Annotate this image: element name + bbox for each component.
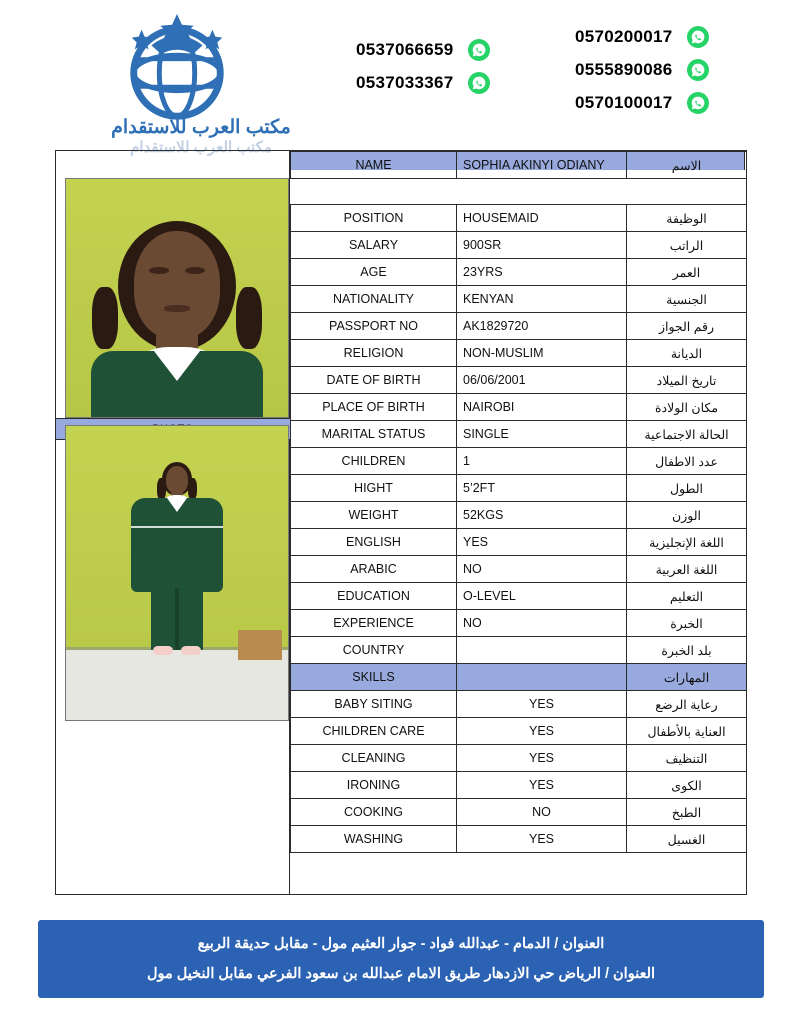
skill-label: BABY SITING bbox=[291, 691, 457, 718]
table-row bbox=[291, 691, 747, 718]
field-label-arabic: الخبرة bbox=[627, 610, 747, 637]
table-row bbox=[291, 421, 747, 448]
globe-logo-icon bbox=[118, 12, 236, 130]
table-row bbox=[291, 259, 747, 286]
field-label: NATIONALITY bbox=[291, 286, 457, 313]
table-row bbox=[291, 583, 747, 610]
field-label: PASSPORT NO bbox=[291, 313, 457, 340]
field-label: HIGHT bbox=[291, 475, 457, 502]
field-label: WEIGHT bbox=[291, 502, 457, 529]
table-row bbox=[291, 340, 747, 367]
field-label: EXPERIENCE bbox=[291, 610, 457, 637]
field-label-arabic: الوزن bbox=[627, 502, 747, 529]
field-value: SOPHIA AKINYI ODIANY bbox=[457, 152, 627, 179]
phone-number: 0570100017 bbox=[575, 93, 673, 112]
field-label: AGE bbox=[291, 259, 457, 286]
field-value bbox=[457, 637, 627, 664]
field-value: 52KGS bbox=[457, 502, 627, 529]
field-label-arabic: بلد الخبرة bbox=[627, 637, 747, 664]
skill-label-arabic: الطبخ bbox=[627, 799, 747, 826]
field-label-arabic: العمر bbox=[627, 259, 747, 286]
field-label: POSITION bbox=[291, 205, 457, 232]
field-label-arabic: الحالة الاجتماعية bbox=[627, 421, 747, 448]
table-row bbox=[291, 772, 747, 799]
phone-number: 0555890086 bbox=[575, 60, 673, 79]
table-row bbox=[291, 502, 747, 529]
phone-list-middle bbox=[356, 38, 516, 104]
field-label-arabic: عدد الاطفال bbox=[627, 448, 747, 475]
field-label-arabic: التعليم bbox=[627, 583, 747, 610]
field-value: KENYAN bbox=[457, 286, 627, 313]
field-value: 23YRS bbox=[457, 259, 627, 286]
phone-row bbox=[356, 38, 516, 62]
table-row bbox=[291, 475, 747, 502]
field-label-arabic: الطول bbox=[627, 475, 747, 502]
field-value: NON-MUSLIM bbox=[457, 340, 627, 367]
skill-label: CLEANING bbox=[291, 745, 457, 772]
field-label-arabic: رقم الجواز bbox=[627, 313, 747, 340]
section-value bbox=[457, 664, 627, 691]
page-header bbox=[0, 0, 802, 156]
cv-body bbox=[55, 150, 747, 895]
table-row bbox=[291, 394, 747, 421]
phone-row bbox=[356, 71, 516, 95]
whatsapp-icon[interactable] bbox=[687, 92, 709, 114]
whatsapp-icon[interactable] bbox=[687, 26, 709, 48]
table-row bbox=[291, 205, 747, 232]
field-label: CHILDREN bbox=[291, 448, 457, 475]
table-row bbox=[291, 313, 747, 340]
phone-number: 0537066659 bbox=[356, 40, 454, 59]
field-label-arabic: الوظيفة bbox=[627, 205, 747, 232]
skill-value: NO bbox=[457, 799, 627, 826]
table-row bbox=[291, 529, 747, 556]
skill-label-arabic: الكوى bbox=[627, 772, 747, 799]
field-value: O-LEVEL bbox=[457, 583, 627, 610]
phone-row bbox=[575, 25, 745, 49]
skill-value: YES bbox=[457, 772, 627, 799]
field-value: 5’2FT bbox=[457, 475, 627, 502]
table-row bbox=[291, 556, 747, 583]
phone-row bbox=[575, 58, 745, 82]
field-label: ARABIC bbox=[291, 556, 457, 583]
whatsapp-icon[interactable] bbox=[687, 59, 709, 81]
field-label: EDUCATION bbox=[291, 583, 457, 610]
field-label-arabic: تاريخ الميلاد bbox=[627, 367, 747, 394]
field-label: PLACE OF BIRTH bbox=[291, 394, 457, 421]
field-label: SALARY bbox=[291, 232, 457, 259]
table-row bbox=[291, 610, 747, 637]
table-row bbox=[291, 448, 747, 475]
footer-address-line-1: العنوان / الدمام - عبدالله فواد - جوار العثيم مول - مقابل حديقة الربيع bbox=[197, 936, 605, 952]
field-value: NO bbox=[457, 556, 627, 583]
table-row bbox=[291, 367, 747, 394]
table-row bbox=[291, 799, 747, 826]
field-label-arabic: مكان الولادة bbox=[627, 394, 747, 421]
table-row bbox=[291, 232, 747, 259]
whatsapp-icon[interactable] bbox=[468, 39, 490, 61]
company-name-arabic-shadow: مكتب العرب للاستقدام bbox=[130, 139, 272, 156]
table-row-name bbox=[291, 152, 747, 179]
table-row bbox=[291, 286, 747, 313]
table-row bbox=[291, 637, 747, 664]
whatsapp-icon[interactable] bbox=[468, 72, 490, 94]
field-label: NAME bbox=[291, 152, 457, 179]
cv-table bbox=[290, 151, 747, 853]
table-row bbox=[291, 718, 747, 745]
field-value: 900SR bbox=[457, 232, 627, 259]
table-row bbox=[291, 826, 747, 853]
skill-label-arabic: العناية بالأطفال bbox=[627, 718, 747, 745]
skill-value: YES bbox=[457, 745, 627, 772]
field-value: AK1829720 bbox=[457, 313, 627, 340]
field-label-arabic: اللغة العربية bbox=[627, 556, 747, 583]
field-label: DATE OF BIRTH bbox=[291, 367, 457, 394]
skill-value: YES bbox=[457, 826, 627, 853]
field-label-arabic: الجنسية bbox=[627, 286, 747, 313]
field-label-arabic: الديانة bbox=[627, 340, 747, 367]
skill-value: YES bbox=[457, 691, 627, 718]
portrait-photo bbox=[65, 178, 289, 418]
skill-label: IRONING bbox=[291, 772, 457, 799]
skill-label: CHILDREN CARE bbox=[291, 718, 457, 745]
skill-label-arabic: رعاية الرضع bbox=[627, 691, 747, 718]
page-footer bbox=[38, 920, 764, 998]
table-spacer-row bbox=[291, 179, 747, 205]
field-value: SINGLE bbox=[457, 421, 627, 448]
footer-address-line-2: العنوان / الرياض حي الازدهار طريق الامام عبدالله بن سعود الفرعي مقابل النخيل مول bbox=[146, 966, 656, 982]
field-label-arabic: الاسم bbox=[627, 152, 747, 179]
field-value: YES bbox=[457, 529, 627, 556]
company-logo bbox=[48, 4, 348, 156]
skill-value: YES bbox=[457, 718, 627, 745]
info-column bbox=[290, 151, 746, 894]
skills-section-header bbox=[291, 664, 747, 691]
table-row bbox=[291, 745, 747, 772]
field-label: MARITAL STATUS bbox=[291, 421, 457, 448]
skill-label: COOKING bbox=[291, 799, 457, 826]
skill-label-arabic: التنظيف bbox=[627, 745, 747, 772]
field-value: NAIROBI bbox=[457, 394, 627, 421]
field-label: RELIGION bbox=[291, 340, 457, 367]
skill-label-arabic: الغسيل bbox=[627, 826, 747, 853]
photo-column bbox=[56, 151, 290, 894]
company-name-arabic: مكتب العرب للاستقدام bbox=[111, 117, 291, 138]
field-value: NO bbox=[457, 610, 627, 637]
phone-list-right bbox=[575, 25, 745, 124]
field-label: ENGLISH bbox=[291, 529, 457, 556]
section-label: SKILLS bbox=[291, 664, 457, 691]
section-label-arabic: المهارات bbox=[627, 664, 747, 691]
field-label-arabic: الراتب bbox=[627, 232, 747, 259]
skill-label: WASHING bbox=[291, 826, 457, 853]
field-value: HOUSEMAID bbox=[457, 205, 627, 232]
phone-number: 0570200017 bbox=[575, 27, 673, 46]
field-value: 1 bbox=[457, 448, 627, 475]
field-label: COUNTRY bbox=[291, 637, 457, 664]
phone-row bbox=[575, 91, 745, 115]
field-label-arabic: اللغة الإنجليزية bbox=[627, 529, 747, 556]
full-body-photo bbox=[65, 425, 289, 721]
phone-number: 0537033367 bbox=[356, 73, 454, 92]
field-value: 06/06/2001 bbox=[457, 367, 627, 394]
